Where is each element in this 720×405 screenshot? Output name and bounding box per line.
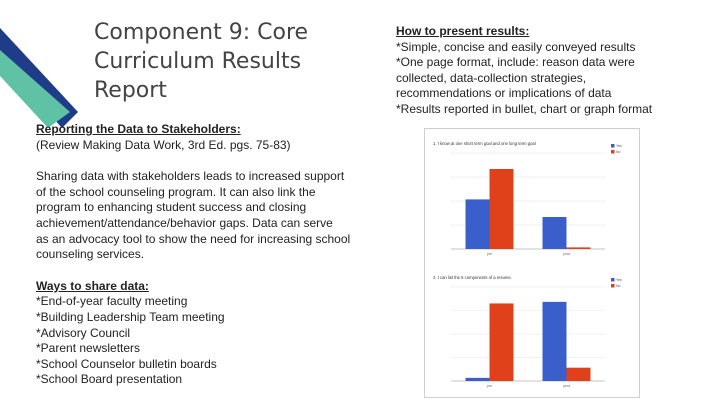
present-line: collected, data-collection strategies, <box>396 70 587 85</box>
chart-goals <box>425 131 639 263</box>
chart-title: 2. I can list the 5 components of a resume. <box>433 275 512 280</box>
bar-no-post <box>567 368 591 381</box>
decorative-stripes <box>0 0 100 130</box>
paragraph-line: program to enhancing student success and closing <box>36 200 307 215</box>
present-heading: How to present results: <box>396 24 530 38</box>
legend-label: No <box>616 150 621 154</box>
ways-item: *Building Leadership Team meeting <box>36 309 225 324</box>
x-tick-label: pre <box>486 252 493 256</box>
paragraph-line: as an advocacy tool to show the need for increasing school <box>36 231 351 246</box>
left-column <box>36 122 371 388</box>
bar-yes-post <box>543 217 567 249</box>
bar-yes-pre <box>466 199 490 249</box>
slide-title <box>94 18 374 105</box>
legend-label: No <box>616 284 621 288</box>
ways-item: *End-of-year faculty meeting <box>36 294 188 309</box>
ways-item: *School Board presentation <box>36 372 183 387</box>
x-tick-label: post <box>563 384 570 388</box>
paragraph-line: achievement/attendance/behavior gaps. Data can serve <box>36 215 333 230</box>
legend-swatch <box>611 278 615 282</box>
present-line: *Simple, concise and easily conveyed results <box>396 39 636 54</box>
title-line: Report <box>94 78 167 103</box>
x-tick-label: post <box>563 252 570 256</box>
ways-item: *Advisory Council <box>36 325 131 340</box>
legend-swatch <box>611 144 615 148</box>
teal-stripe <box>0 50 70 128</box>
present-line: recommendations or implications of data <box>396 86 612 101</box>
right-column <box>396 24 716 118</box>
paragraph-line: Sharing data with stakeholders leads to increased support <box>36 169 345 184</box>
charts-panel <box>424 128 640 398</box>
legend-swatch <box>611 284 615 288</box>
bar-no-pre <box>490 169 514 249</box>
title-line: Curriculum Results <box>94 49 302 74</box>
x-tick-label: pre <box>486 384 493 388</box>
bar-yes-post <box>543 302 567 381</box>
chart-title: 1. I know at one short term goal and one long term goal <box>433 141 536 146</box>
legend-swatch <box>611 150 615 154</box>
legend-label: Yes <box>616 278 622 282</box>
present-line: *Results reported in bullet, chart or graph format <box>396 101 653 116</box>
ways-item: *School Counselor bulletin boards <box>36 356 217 371</box>
bar-no-post <box>567 247 591 249</box>
ways-heading: Ways to share data: <box>36 278 149 293</box>
reporting-reference: (Review Making Data Work, 3rd Ed. pgs. 75-83) <box>36 137 291 152</box>
bar-no-pre <box>490 303 514 381</box>
present-line: *One page format, include: reason data were <box>396 55 635 70</box>
bar-yes-pre <box>466 378 490 381</box>
ways-item: *Parent newsletters <box>36 341 141 356</box>
paragraph-line: of the school counseling program. It can also link the <box>36 184 316 199</box>
reporting-heading: Reporting the Data to Stakeholders: <box>36 122 241 136</box>
title-line: Component 9: Core <box>94 20 309 45</box>
legend-label: Yes <box>616 144 622 148</box>
chart-resume <box>425 265 639 395</box>
paragraph-line: counseling services. <box>36 247 145 262</box>
